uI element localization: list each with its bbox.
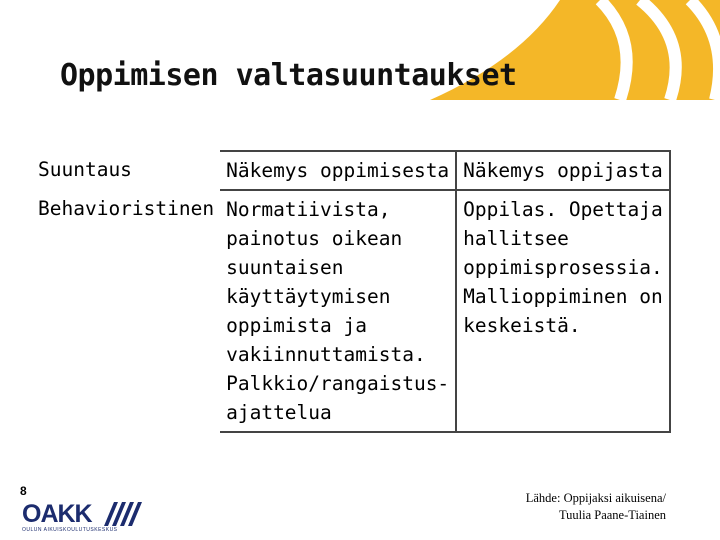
header-suuntaus: Suuntaus (38, 158, 132, 181)
table-header-row (32, 151, 670, 190)
source-line-2: Tuulia Paane-Tiainen (558, 508, 666, 522)
comparison-table (32, 150, 671, 433)
logo-subtitle: OULUN AIKUISKOULUTUSKESKUS (22, 527, 118, 533)
cell-suuntaus: Behavioristinen (38, 197, 215, 220)
logo-stripes-icon (104, 502, 144, 526)
cell-oppijasta: Oppilas. Opettaja hallitsee oppimisprosessia. Mallioppiminen on keskeistä. (456, 190, 670, 432)
slide-title: Oppimisen valtasuuntaukset (60, 58, 517, 93)
header-nakemys-oppijasta: Näkemys oppijasta (456, 151, 670, 190)
cell-oppimisesta: Normatiivista, painotus oikean suuntaisen käyttäytymisen oppimista ja vakiinnuttamista. Palkkio/rangaistus-ajattelua (220, 190, 456, 432)
page-number: 8 (20, 484, 27, 498)
logo-text: OAKK (22, 500, 92, 528)
source-line-1: Lähde: Oppijaksi aikuisena/ (525, 491, 666, 505)
source-note (480, 490, 666, 524)
header-nakemys-oppimisesta: Näkemys oppimisesta (220, 151, 456, 190)
table-row (32, 190, 670, 432)
